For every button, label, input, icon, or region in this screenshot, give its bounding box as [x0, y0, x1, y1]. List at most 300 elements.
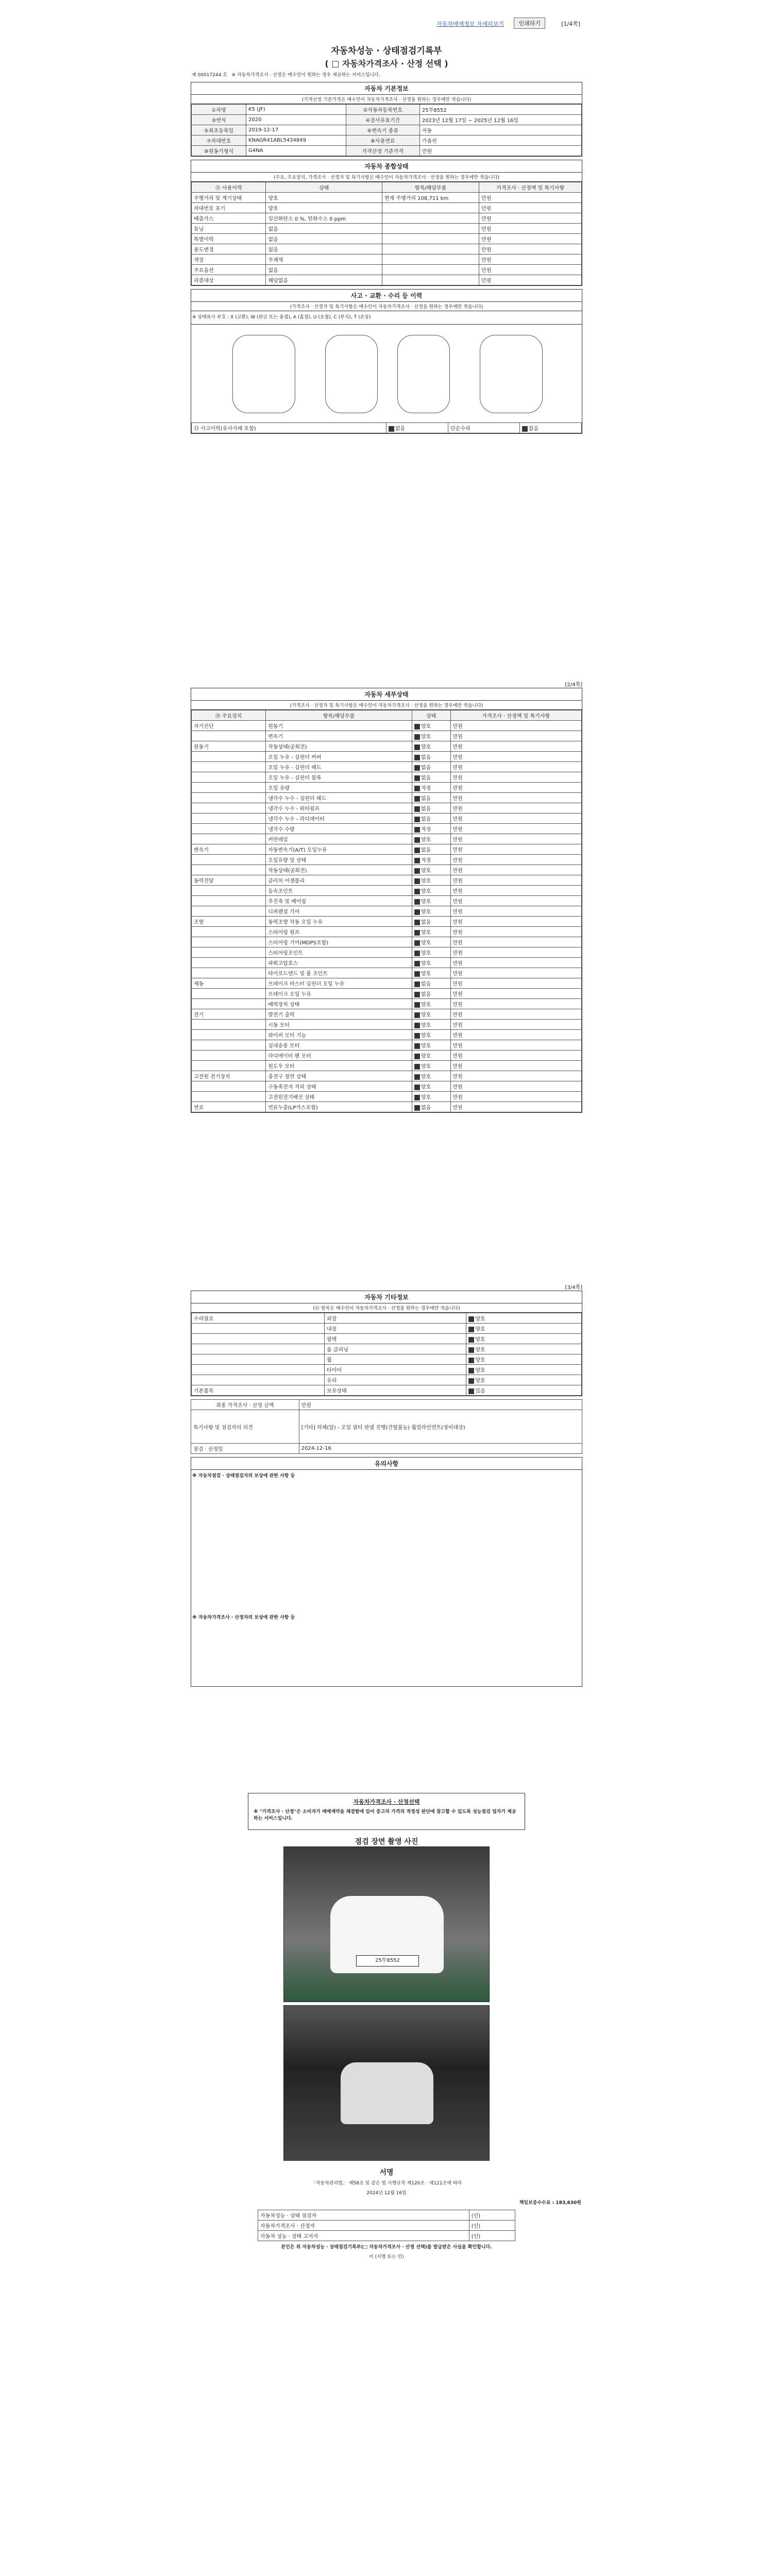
device-label: 고전원 전기장치 — [192, 1071, 266, 1081]
signer-label: 자동차가격조사 · 산정자 — [258, 2221, 469, 2231]
status-cell: 양호 — [412, 927, 450, 937]
device-label — [192, 803, 266, 814]
checkbox-icon — [414, 1002, 420, 1008]
price-cell: 만원 — [450, 999, 582, 1009]
table-row — [192, 203, 582, 213]
status-cell: 없음 — [412, 752, 450, 762]
table-row — [192, 1030, 582, 1040]
field-label: ⑤최초등록일 — [192, 125, 246, 135]
table-row — [192, 721, 582, 731]
table-row — [192, 978, 582, 989]
cell: 만원 — [479, 275, 582, 285]
device-label — [192, 896, 266, 906]
status-cell: 양호 — [412, 958, 450, 968]
price-cell: 만원 — [450, 896, 582, 906]
status-cell: 없음 — [412, 917, 450, 927]
part-label: 등속조인트 — [266, 886, 412, 896]
table-row — [192, 1050, 582, 1061]
price-cell: 만원 — [450, 978, 582, 989]
part-label: 커먼레일 — [266, 834, 412, 844]
overall-status-table — [191, 182, 582, 285]
table-row — [192, 1375, 582, 1385]
status-cell: 양호 — [412, 947, 450, 958]
table-row — [192, 886, 582, 896]
cell: 만원 — [479, 244, 582, 255]
vehicle-info-link[interactable]: 자동차매매정보 자세히보기 — [436, 21, 504, 27]
checkbox-icon — [468, 1347, 474, 1353]
checkbox-icon — [414, 837, 420, 843]
table-row — [192, 213, 582, 224]
table-row — [192, 1081, 582, 1092]
part-label: 발전기 출력 — [266, 1009, 412, 1020]
cell: 일산화탄소 0 %, 탄화수소 0 ppm — [266, 213, 382, 224]
table-row — [192, 1385, 582, 1396]
item-label: 룸 클리닝 — [324, 1344, 466, 1354]
page-number: [1/4쪽] — [561, 21, 580, 27]
item-label: 보유상태 — [324, 1385, 466, 1396]
checkbox-icon — [414, 724, 420, 730]
cell — [382, 255, 479, 265]
accident-value: 없음 — [386, 423, 448, 433]
status-cell: 양호 — [466, 1344, 582, 1354]
status-cell: 양호 — [412, 834, 450, 844]
status-cell: 적정 — [412, 783, 450, 793]
cell — [382, 234, 479, 244]
table-row — [192, 125, 582, 135]
sign-table — [258, 2210, 515, 2241]
part-label: 변속기 — [266, 731, 412, 741]
inspector-label: 특기사항 및 점검자의 의견 — [191, 1410, 299, 1444]
table-row — [192, 968, 582, 978]
item-label: 유리 — [324, 1375, 466, 1385]
checkbox-icon — [468, 1327, 474, 1332]
date-label: 점검 · 산정일 — [191, 1444, 299, 1454]
cell — [382, 265, 479, 275]
status-cell: 양호 — [412, 721, 450, 731]
table-row — [192, 1040, 582, 1050]
price-option-text: ※ "가격조사 · 산정"은 소비자가 매매계약을 체결함에 있어 중고차 가격의 적정성 판단에 참고할 수 있도록 성능점검 업자가 제공하는 서비스입니다. — [254, 1809, 516, 1821]
page-1 — [191, 34, 582, 434]
part-label: 냉각수 수량 — [266, 824, 412, 834]
device-label — [192, 1081, 266, 1092]
checkbox-icon — [414, 858, 420, 863]
checkbox-icon — [414, 920, 420, 925]
price-cell: 만원 — [450, 793, 582, 803]
price-cell: 만원 — [450, 1081, 582, 1092]
status-cell: 양호 — [412, 968, 450, 978]
etc-table — [191, 1313, 582, 1396]
checkbox-icon — [468, 1368, 474, 1374]
price-cell: 만원 — [450, 1009, 582, 1020]
price-cell: 만원 — [450, 855, 582, 865]
inspection-date: 2024-12-16 — [299, 1444, 582, 1454]
toolbar — [191, 15, 582, 34]
car-diagram — [191, 324, 582, 422]
table-row — [192, 1344, 582, 1354]
item-label: 타이어 — [324, 1365, 466, 1375]
part-label: 시동 모터 — [266, 1020, 412, 1030]
guide-body-1 — [191, 1483, 582, 1612]
group-label: 기본품목 — [192, 1385, 325, 1396]
price-cell: 만원 — [450, 968, 582, 978]
seal-cell: (인) — [469, 2221, 515, 2231]
section-subtitle: (가격조사 · 산정자 및 특기사항은 매수인이 자동차가격조사 · 산정을 원하는 경우에만 적습니다) — [191, 701, 582, 710]
cell — [382, 244, 479, 255]
group-label — [192, 1344, 325, 1354]
status-cell: 양호 — [412, 937, 450, 947]
table-row — [192, 772, 582, 783]
status-cell: 없음 — [412, 803, 450, 814]
table-row — [192, 927, 582, 937]
price-cell: 만원 — [450, 875, 582, 886]
part-label: 구동축전지 격리 상태 — [266, 1081, 412, 1092]
cell: 만원 — [479, 255, 582, 265]
status-cell: 양호 — [412, 1030, 450, 1040]
cell: 만원 — [479, 203, 582, 213]
section-subtitle: (⑮ 항목은 매수인이 자동차가격조사 · 산정을 원하는 경우에만 적습니다) — [191, 1303, 582, 1313]
column-header: ⑭ 주요장치 — [192, 710, 266, 721]
device-label — [192, 999, 266, 1009]
accident-section — [191, 289, 582, 434]
car-top-outline — [325, 335, 378, 413]
device-label — [192, 752, 266, 762]
checkbox-icon — [414, 775, 420, 781]
item-label: 배출가스 — [192, 213, 266, 224]
field-value: K5 (JF) — [246, 105, 346, 115]
page-4 — [191, 1793, 582, 2264]
checkbox-icon — [414, 1064, 420, 1070]
device-label — [192, 814, 266, 824]
field-label: 가격산정 기준가격 — [346, 146, 419, 156]
status-cell: 없음 — [412, 772, 450, 783]
checkbox-icon — [414, 992, 420, 997]
field-label: ⑨원동기형식 — [192, 146, 246, 156]
status-cell: 양호 — [412, 875, 450, 886]
print-button[interactable]: 인쇄하기 — [514, 18, 545, 29]
inspector-opinion: [기타] 하체(앞) - 오일 필터 판넬 진행(간헐불능) 휠얼라인먼트(정비대상) — [299, 1410, 582, 1444]
part-label: 작동상태(공회전) — [266, 741, 412, 752]
accident-label: ⑬ 사고이력(유사사례 포함) — [192, 423, 386, 433]
price-cell: 만원 — [450, 865, 582, 875]
checkbox-icon — [414, 806, 420, 812]
price-cell: 만원 — [450, 1071, 582, 1081]
table-row — [192, 906, 582, 917]
device-label — [192, 793, 266, 803]
item-label: 광택 — [324, 1334, 466, 1344]
status-cell: 없음 — [412, 844, 450, 855]
device-label: 동력전달 — [192, 875, 266, 886]
part-label: 스티어링 기어(MDPS포함) — [266, 937, 412, 947]
price-cell: 만원 — [450, 917, 582, 927]
field-value: 2020 — [246, 115, 346, 125]
status-cell: 양호 — [412, 999, 450, 1009]
cell: 양호 — [266, 193, 382, 203]
part-label: 클러치 어셈블리 — [266, 875, 412, 886]
price-cell: 만원 — [450, 989, 582, 999]
device-label — [192, 1030, 266, 1040]
device-label — [192, 865, 266, 875]
checkbox-icon — [414, 827, 420, 833]
price-cell: 만원 — [450, 886, 582, 896]
device-label — [192, 762, 266, 772]
cell: 무채색 — [266, 255, 382, 265]
cell: 양호 — [266, 203, 382, 213]
price-cell: 만원 — [450, 947, 582, 958]
price-cell: 만원 — [450, 1092, 582, 1102]
cell: 해당없음 — [266, 275, 382, 285]
checkbox-icon — [414, 765, 420, 771]
checkbox-icon — [414, 889, 420, 894]
table-row — [192, 824, 582, 834]
item-label: 주요옵션 — [192, 265, 266, 275]
price-cell: 만원 — [450, 772, 582, 783]
section-title: 자동차 세부상태 — [191, 688, 582, 701]
table-row — [192, 1061, 582, 1071]
basic-info-section — [191, 82, 582, 157]
part-label: 윈도우 모터 — [266, 1061, 412, 1071]
item-label: 외장 — [324, 1313, 466, 1324]
doc-note: 제 00017244 호 ※ 자동차가격조사 · 산정은 매수인이 원하는 경우 제공하는 서비스입니다. — [192, 73, 380, 78]
doc-subtitle: ( □ 자동차가격조사 · 산정 선택 ) — [325, 59, 448, 69]
checkbox-icon — [414, 868, 420, 874]
table-row — [192, 783, 582, 793]
status-cell: 양호 — [412, 1092, 450, 1102]
device-label — [192, 958, 266, 968]
receiver-line: 이 (서명 또는 인) — [369, 2255, 404, 2260]
status-cell: 없음 — [412, 814, 450, 824]
accident-table — [191, 422, 582, 433]
status-cell: 양호 — [412, 741, 450, 752]
part-label: 오일 누유 - 실린더 블록 — [266, 772, 412, 783]
field-label: ④검사유효기간 — [346, 115, 419, 125]
table-row — [192, 958, 582, 968]
part-label: 실내송풍 모터 — [266, 1040, 412, 1050]
checkbox-icon — [414, 796, 420, 802]
simple-repair-label: 단순수리 — [448, 423, 520, 433]
item-label: 용도변경 — [192, 244, 266, 255]
table-row — [192, 1324, 582, 1334]
front-photo — [283, 1846, 490, 2002]
group-label — [192, 1365, 325, 1375]
part-label: 원동기 — [266, 721, 412, 731]
device-label: 변속기 — [192, 844, 266, 855]
part-label: 자동변속기(A/T) 오일누유 — [266, 844, 412, 855]
fee-text: 책임보증수수료 : 183,630원 — [519, 2200, 581, 2206]
part-label: 동력조향 작동 오일 누유 — [266, 917, 412, 927]
status-cell: 없음 — [412, 1102, 450, 1112]
table-row — [192, 731, 582, 741]
confirm-text: 본인은 위 자동차성능 · 상태점검기록부(□ 자동차가격조사 · 산정 선택)를 발급받은 사실을 확인합니다. — [281, 2245, 492, 2250]
page-3 — [191, 1283, 582, 1687]
status-cell: 양호 — [412, 896, 450, 906]
device-label — [192, 906, 266, 917]
part-label: 브레이크 오일 누유 — [266, 989, 412, 999]
table-row — [192, 193, 582, 203]
table-row — [192, 1334, 582, 1344]
basic-info-table — [191, 104, 582, 156]
device-label — [192, 783, 266, 793]
column-header: 상태 — [412, 710, 450, 721]
field-label: ②자동차등록번호 — [346, 105, 419, 115]
cell: 만원 — [479, 234, 582, 244]
field-value: KNAGR41ABL5434849 — [246, 135, 346, 146]
license-plate: 25무8552 — [356, 1955, 419, 1967]
sign-date: 2024년 12월 16일 — [366, 2191, 407, 2196]
overall-status-section — [191, 160, 582, 286]
device-label — [192, 968, 266, 978]
table-row — [192, 146, 582, 156]
column-header: 가격조사 · 산정액 및 특기사항 — [450, 710, 582, 721]
cell: 없음 — [266, 224, 382, 234]
field-label: ③연식 — [192, 115, 246, 125]
status-cell: 양호 — [412, 731, 450, 741]
group-label: 수리필요 — [192, 1313, 325, 1324]
section-subtitle: (가격조사 · 산정자 및 특기사항은 매수인이 자동차가격조사 · 산정을 원하는 경우에만 적습니다) — [191, 302, 582, 311]
table-row — [192, 855, 582, 865]
status-cell: 양호 — [466, 1365, 582, 1375]
status-cell: 양호 — [412, 1020, 450, 1030]
column-header: 가격조사 · 산정액 및 특기사항 — [479, 182, 582, 193]
status-cell: 양호 — [412, 1061, 450, 1071]
price-option-title: 자동차가격조사 · 산정선택 — [353, 1799, 420, 1805]
table-row — [192, 793, 582, 803]
table-row — [192, 1102, 582, 1112]
item-label: 튜닝 — [192, 224, 266, 234]
page-2 — [191, 680, 582, 1113]
price-cell: 만원 — [450, 1030, 582, 1040]
table-row — [258, 2210, 515, 2221]
table-row — [192, 1009, 582, 1020]
guide-title: 유의사항 — [191, 1458, 582, 1470]
detail-section — [191, 688, 582, 1113]
status-cell: 양호 — [412, 906, 450, 917]
part-label: 파워고압호스 — [266, 958, 412, 968]
section-title: 사고 · 교환 · 수리 등 이력 — [191, 290, 582, 302]
price-option-box — [248, 1793, 525, 1830]
checkbox-icon — [414, 971, 420, 977]
part-label: 오일 누유 - 실린더 헤드 — [266, 762, 412, 772]
status-cell: 양호 — [412, 1009, 450, 1020]
checkbox-icon — [414, 744, 420, 750]
guide-heading-1: ※ 자동차점검 · 상태점검자의 보상에 관한 사항 등 — [192, 1473, 295, 1479]
part-label: 냉각수 누수 - 워터펌프 — [266, 803, 412, 814]
checkbox-icon — [414, 1095, 420, 1100]
law-text: 「자동차관리법」 제58조 및 같은 법 시행규칙 제120조 · 제121조에 따라 — [311, 2181, 462, 2186]
item-label: 내장 — [324, 1324, 466, 1334]
column-header: 항목/해당부품 — [382, 182, 479, 193]
price-cell: 만원 — [450, 927, 582, 937]
price-cell: 만원 — [450, 803, 582, 814]
status-cell: 양호 — [412, 886, 450, 896]
cell — [382, 224, 479, 234]
checkbox-icon — [414, 878, 420, 884]
page-number: [2/4쪽] — [565, 682, 582, 688]
checkbox-icon — [468, 1316, 474, 1322]
table-row — [192, 105, 582, 115]
price-cell: 만원 — [450, 937, 582, 947]
seal-cell: (인) — [469, 2231, 515, 2241]
status-cell: 양호 — [412, 1081, 450, 1092]
part-label: 연료누출(LP가스포함) — [266, 1102, 412, 1112]
group-label — [192, 1324, 325, 1334]
signer-label: 자동차성능 · 상태 점검자 — [258, 2210, 469, 2221]
checkbox-icon — [414, 909, 420, 915]
price-cell: 만원 — [450, 741, 582, 752]
device-label — [192, 927, 266, 937]
checkbox-icon — [414, 961, 420, 967]
status-cell: 양호 — [466, 1324, 582, 1334]
guide-heading-2: ※ 자동차가격조사 · 산정자의 보상에 관한 사항 등 — [192, 1615, 295, 1620]
status-cell: 양호 — [466, 1313, 582, 1324]
guide-body-2 — [191, 1624, 582, 1686]
status-cell: 양호 — [466, 1334, 582, 1344]
photo-title: 점검 장면 촬영 사진 — [355, 1838, 418, 1846]
final-price-label: 최종 가격조사 · 산정 금액 — [191, 1400, 299, 1410]
sign-title: 서명 — [379, 2168, 394, 2177]
checkbox-icon — [414, 940, 420, 946]
checkbox-icon — [389, 426, 394, 432]
part-label: 오일 누유 - 실린더 커버 — [266, 752, 412, 762]
group-label — [192, 1375, 325, 1385]
table-row — [192, 234, 582, 244]
checkbox-icon — [468, 1337, 474, 1343]
part-label: 배력장치 상태 — [266, 999, 412, 1009]
device-label — [192, 1050, 266, 1061]
field-value: 25무8552 — [419, 105, 581, 115]
table-row — [192, 844, 582, 855]
price-cell: 만원 — [450, 762, 582, 772]
device-label — [192, 1061, 266, 1071]
price-cell: 만원 — [450, 1020, 582, 1030]
table-row — [258, 2231, 515, 2241]
checkbox-icon — [414, 930, 420, 936]
status-cell: 양호 — [466, 1354, 582, 1365]
status-cell: 없음 — [412, 793, 450, 803]
device-label: 원동기 — [192, 741, 266, 752]
checkbox-icon — [414, 951, 420, 956]
device-label — [192, 824, 266, 834]
checkbox-icon — [414, 1023, 420, 1028]
price-cell: 만원 — [450, 844, 582, 855]
status-cell: 양호 — [412, 1050, 450, 1061]
cell: 없음 — [266, 265, 382, 275]
seal-cell: (인) — [469, 2210, 515, 2221]
table-row — [192, 115, 582, 125]
table-row — [192, 1354, 582, 1365]
table-row — [192, 834, 582, 844]
table-row — [192, 803, 582, 814]
item-label: 휠 — [324, 1354, 466, 1365]
item-label: 특별이력 — [192, 234, 266, 244]
price-cell: 만원 — [450, 824, 582, 834]
car-side-right-outline — [480, 335, 543, 413]
part-label: 브레이크 마스터 실린더 오일 누유 — [266, 978, 412, 989]
checkbox-icon — [414, 817, 420, 822]
table-row — [192, 814, 582, 824]
table-row — [192, 1092, 582, 1102]
inspection-photos — [283, 1846, 490, 2161]
part-label: 냉각수 누수 - 라디에이터 — [266, 814, 412, 824]
car-frame-outline — [397, 335, 450, 413]
field-value: 만원 — [419, 146, 581, 156]
checkbox-icon — [414, 1043, 420, 1049]
table-row — [192, 865, 582, 875]
price-cell: 만원 — [450, 1050, 582, 1061]
price-cell: 만원 — [450, 731, 582, 741]
field-value: 2023년 12월 17일 ~ 2025년 12월 16일 — [419, 115, 581, 125]
checkbox-icon — [414, 1012, 420, 1018]
status-cell: 적정 — [412, 855, 450, 865]
